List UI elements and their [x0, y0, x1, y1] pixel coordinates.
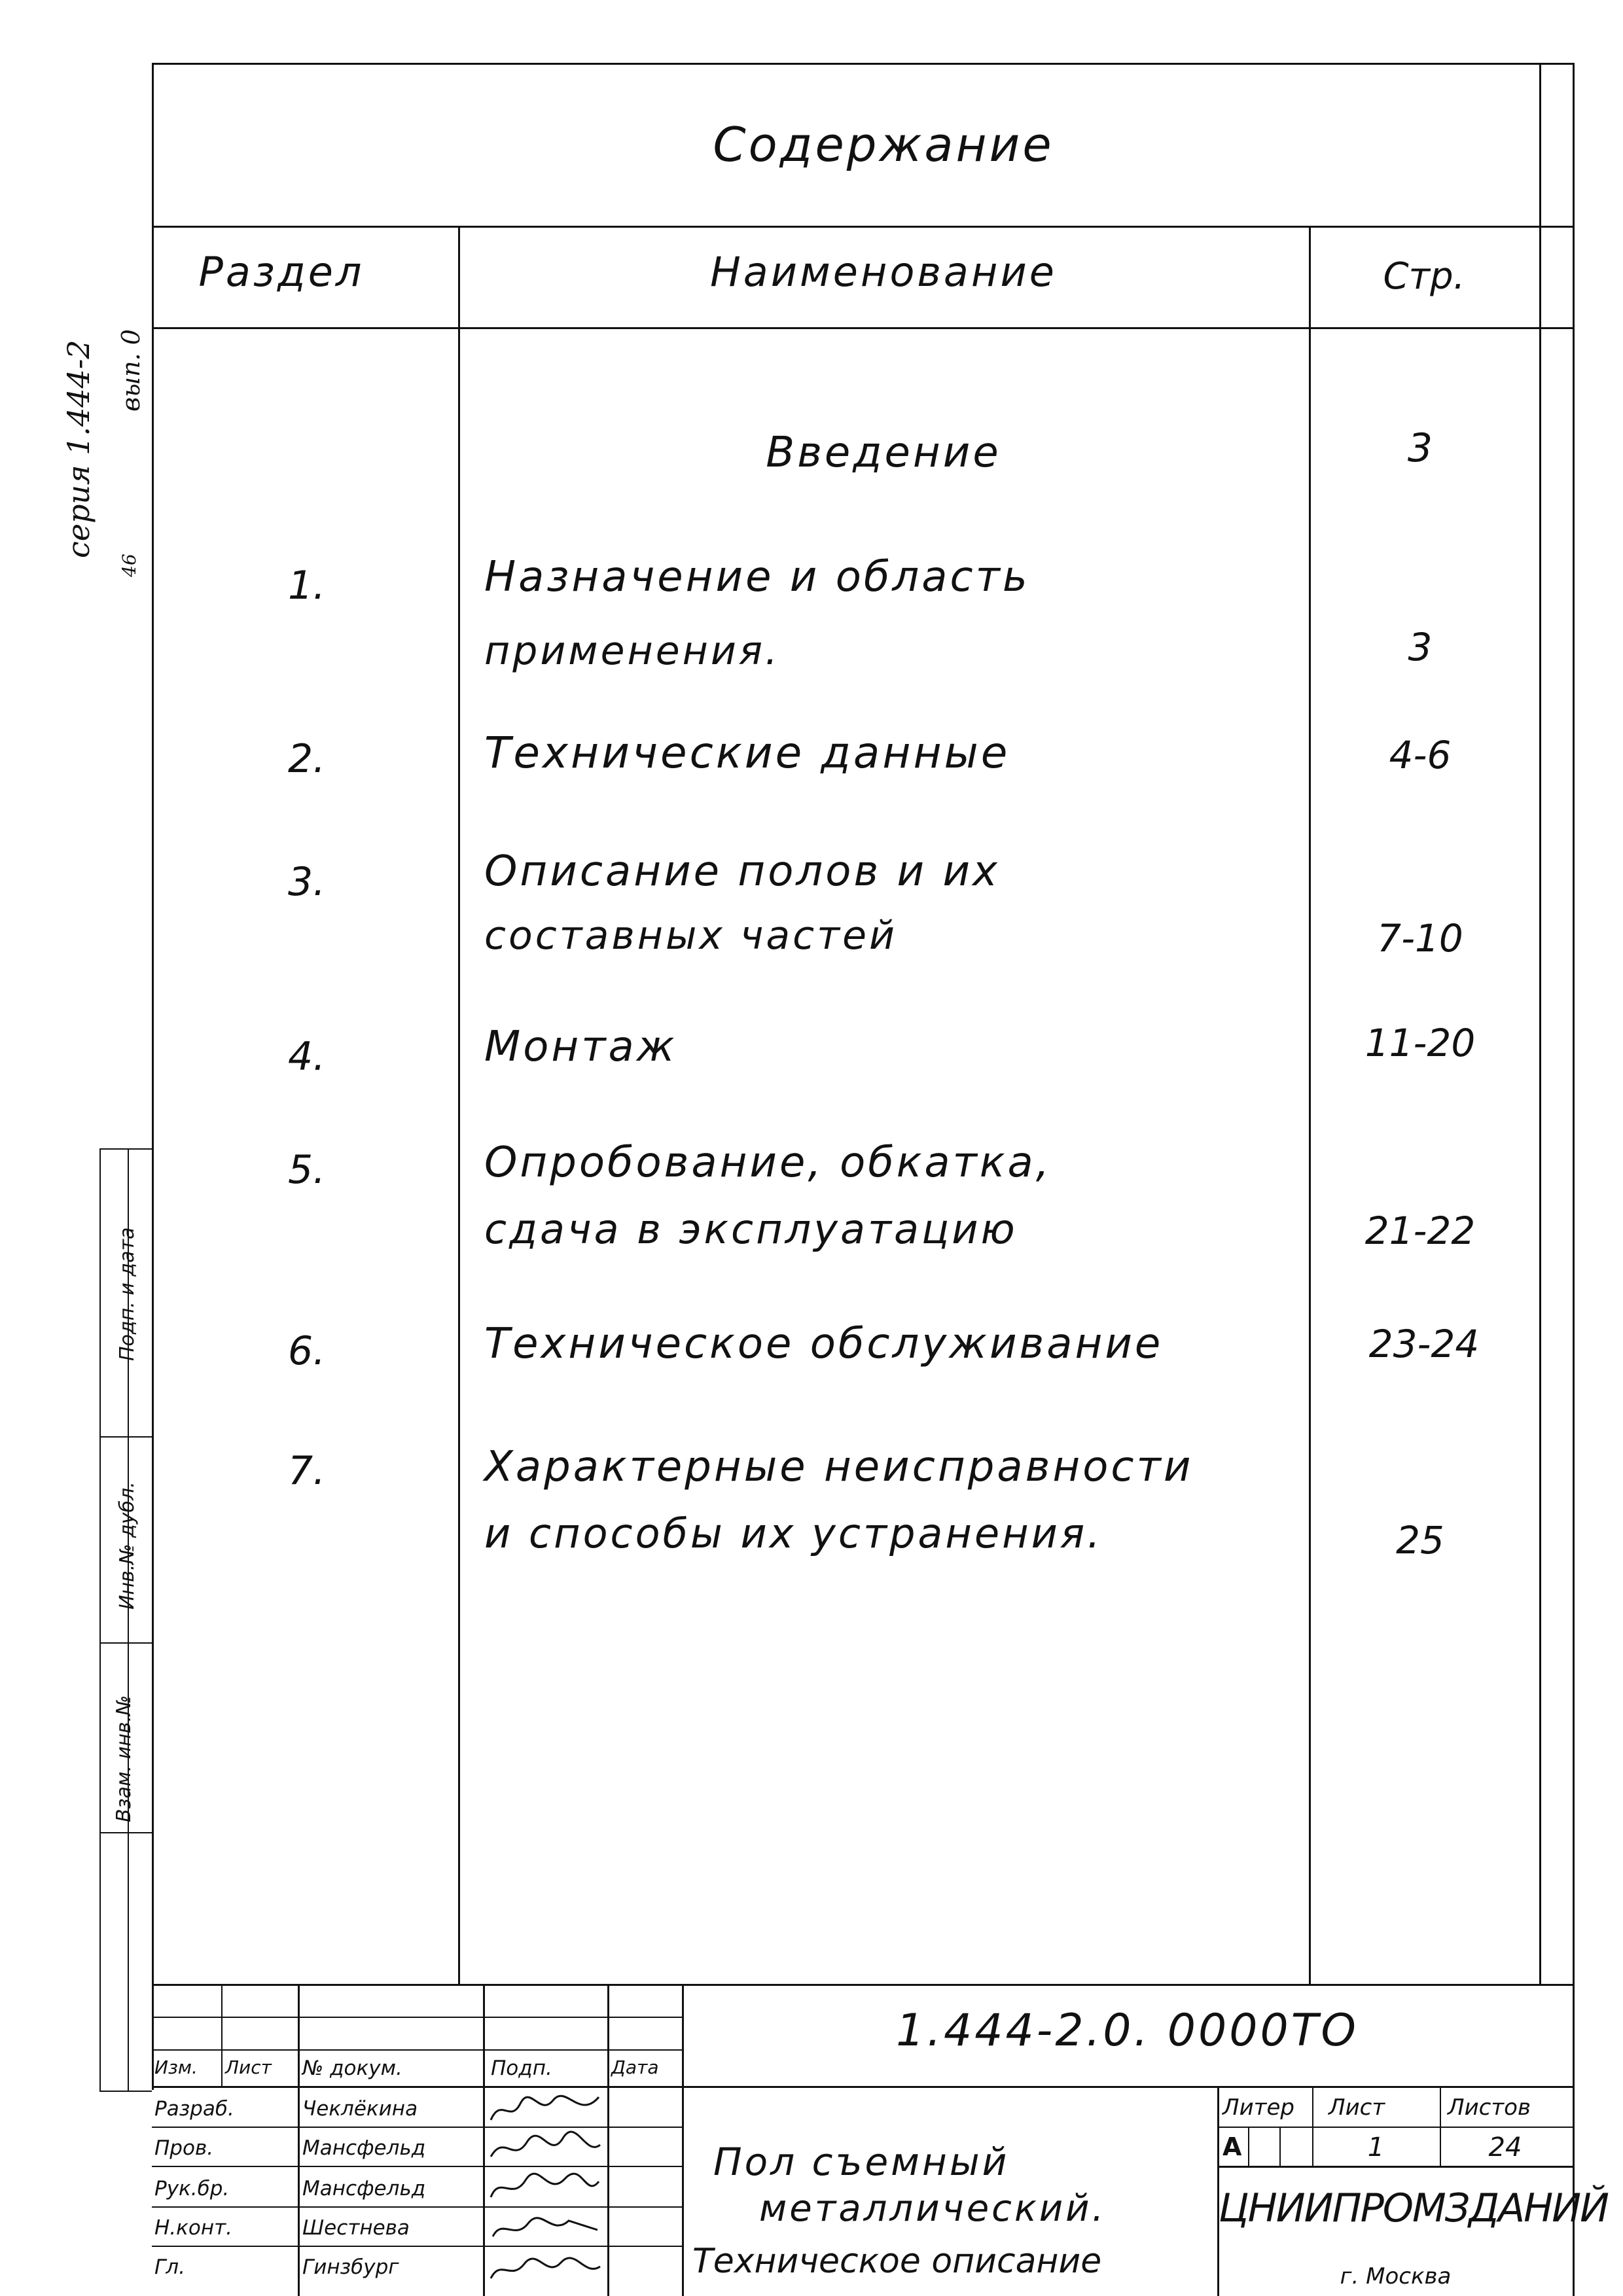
- doc-title-line-1: Пол съемный: [713, 2140, 1010, 2184]
- staff-name: Чеклёкина: [302, 2097, 418, 2121]
- row-page: 11-20: [1364, 1021, 1476, 1065]
- stamp-label-dup-inv: Инв.№ дубл.: [116, 1481, 139, 1610]
- row-name-continued: составных частей: [484, 913, 898, 959]
- row-name: Технические данные: [484, 728, 1010, 778]
- liter-label: Литер: [1222, 2094, 1294, 2121]
- row-name-continued: и способы их устранения.: [484, 1510, 1103, 1557]
- staff-name: Мансфельд: [302, 2136, 426, 2160]
- side-issue-label: вып. 0: [116, 329, 145, 412]
- row-page: 3: [1407, 425, 1433, 471]
- signature-5: [488, 2250, 605, 2286]
- signature-2: [488, 2130, 605, 2166]
- header-name: Наименование: [710, 248, 1057, 296]
- row-name: Введение: [766, 429, 1001, 477]
- col-label-list: Лист: [225, 2057, 272, 2078]
- header-page: Стр.: [1383, 255, 1465, 298]
- row-page: 3: [1408, 625, 1433, 669]
- stamp-label-replace-inv: Взам. инв.№: [113, 1695, 135, 1822]
- row-name: Характерные неисправности: [484, 1443, 1194, 1491]
- staff-role: Разраб.: [154, 2097, 234, 2121]
- col-label-sign: Подп.: [491, 2057, 552, 2080]
- signature-1: [488, 2091, 605, 2127]
- row-name: Опробование, обкатка,: [484, 1139, 1052, 1187]
- staff-name: Шестнева: [302, 2216, 410, 2240]
- staff-role: Пров.: [154, 2136, 214, 2160]
- row-name-continued: сдача в эксплуатацию: [484, 1205, 1018, 1253]
- sheet-value: 1: [1367, 2132, 1385, 2163]
- liter-value: А: [1222, 2132, 1242, 2161]
- contents-title: Содержание: [713, 117, 1054, 172]
- row-page: 7-10: [1377, 916, 1463, 961]
- sheets-value: 24: [1488, 2132, 1522, 2163]
- row-number: 7.: [288, 1448, 326, 1494]
- row-page: 25: [1396, 1518, 1444, 1563]
- staff-role: Н.конт.: [154, 2216, 233, 2240]
- side-series-label: серия 1.444-2: [61, 340, 96, 558]
- stamp-label-sign-date: Подп. и дата: [116, 1227, 139, 1361]
- row-page: 4-6: [1389, 733, 1452, 777]
- staff-role: Гл.: [154, 2255, 185, 2279]
- staff-name: Мансфельд: [302, 2177, 426, 2200]
- staff-role: Рук.бр.: [154, 2177, 230, 2200]
- row-number: 3.: [288, 859, 326, 905]
- organization-city: г. Москва: [1340, 2263, 1452, 2289]
- side-sheet-number: 46: [118, 554, 140, 577]
- organization-name: ЦНИИПРОМЗДАНИЙ: [1219, 2185, 1609, 2231]
- signature-3: [488, 2170, 605, 2206]
- col-label-doc-no: № докум.: [302, 2057, 402, 2080]
- row-number: 2.: [288, 736, 326, 782]
- row-number: 6.: [288, 1328, 326, 1374]
- doc-title-line-2: металлический.: [759, 2187, 1107, 2230]
- sheet-label: Лист: [1329, 2094, 1385, 2121]
- col-label-izm: Изм.: [154, 2057, 198, 2078]
- sheets-label: Листов: [1448, 2094, 1531, 2121]
- row-page: 23-24: [1368, 1322, 1480, 1366]
- row-name: Монтаж: [484, 1023, 677, 1071]
- staff-name: Гинзбург: [302, 2255, 399, 2279]
- header-section: Раздел: [198, 248, 365, 296]
- row-number: 1.: [288, 563, 326, 609]
- col-label-date: Дата: [611, 2057, 659, 2078]
- doc-title-line-3: Техническое описание: [692, 2242, 1102, 2281]
- row-number: 5.: [288, 1147, 326, 1193]
- row-name: Описание полов и их: [484, 847, 1000, 896]
- signature-4: [488, 2210, 605, 2246]
- document-code: 1.444-2.0. 0000ТО: [896, 2005, 1359, 2057]
- row-name-continued: применения.: [484, 628, 781, 674]
- row-name: Техническое обслуживание: [484, 1320, 1164, 1368]
- row-name: Назначение и область: [484, 553, 1030, 601]
- row-number: 4.: [288, 1034, 326, 1080]
- row-page: 21-22: [1364, 1209, 1476, 1253]
